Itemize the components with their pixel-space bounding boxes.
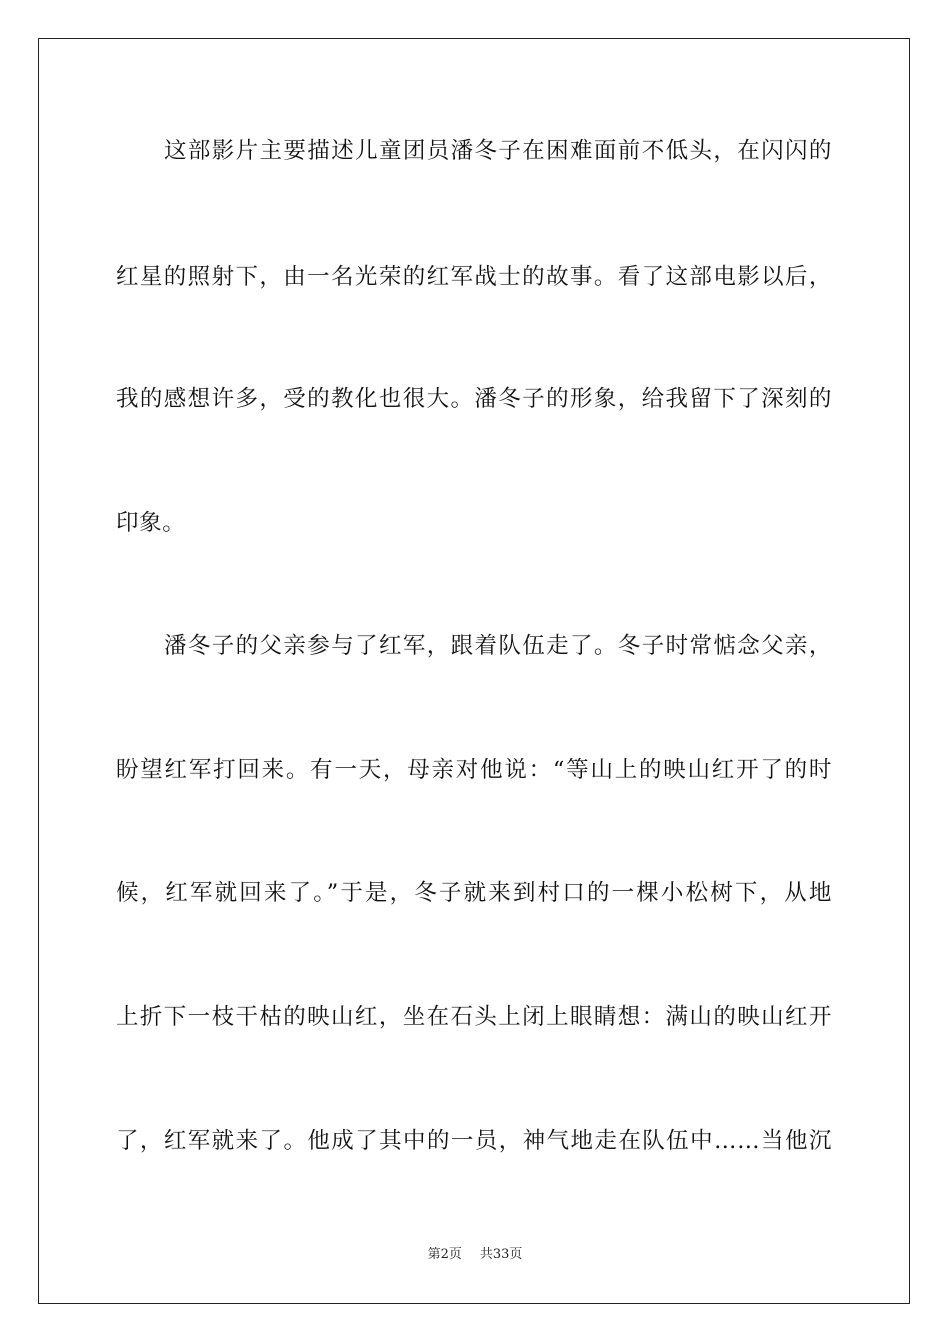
paragraph-line: 这部影片主要描述儿童团员潘冬子在困难面前不低头，在闪闪的 [164,138,832,164]
paragraph-line: 上折下一枝干枯的映山红，坐在石头上闭上眼睛想：满山的映山红开 [116,1004,832,1030]
paragraph-line: 我的感想许多，受的教化也很大。潘冬子的形象，给我留下了深刻的 [116,386,832,412]
page-footer [0,1246,950,1264]
paragraph-line: 红星的照射下，由一名光荣的红军战士的故事。看了这部电影以后， [116,264,832,290]
page-number: 第2页 [427,1247,462,1262]
paragraph-line: 了，红军就来了。他成了其中的一员，神气地走在队伍中……当他沉 [116,1128,832,1154]
paragraph-line: 潘冬子的父亲参与了红军，跟着队伍走了。冬子时常惦念父亲， [164,633,832,659]
paragraph-line: 印象。 [116,510,186,536]
page-total: 共33页 [479,1247,523,1262]
page-border [38,38,910,1304]
paragraph-line: 盼望红军打回来。有一天，母亲对他说：“等山上的映山红开了的时 [116,757,832,783]
paragraph-line: 候，红军就回来了。”于是，冬子就来到村口的一棵小松树下，从地 [116,880,832,906]
